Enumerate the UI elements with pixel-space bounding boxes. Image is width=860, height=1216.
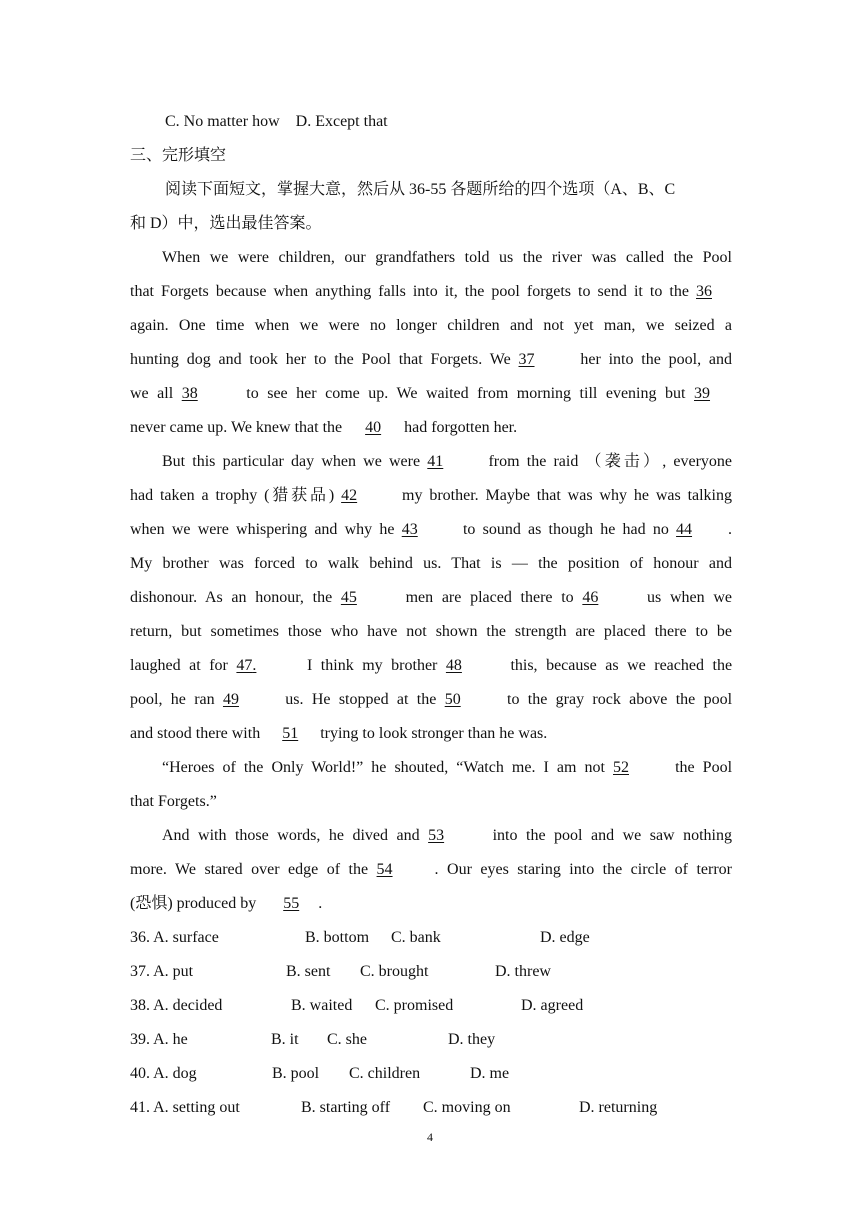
blank-45: 45 <box>340 589 357 606</box>
passage-line: and stood there with 51 trying to look stronger than he was. <box>130 725 548 742</box>
passage-line: more. We stared over edge of the 54 . Our eyes staring into the circle of terror <box>130 861 733 878</box>
passage-line: when we were whispering and why he 43 to sound as though he had no 44 . <box>130 521 733 538</box>
option-40-b: B. pool <box>272 1065 320 1082</box>
option-37-c: C. brought <box>360 963 429 980</box>
option-36-d: D. edge <box>540 929 590 946</box>
instruction-line: 和 D）中，选出最佳答案。 <box>130 215 322 232</box>
blank-52: 52 <box>613 759 629 776</box>
blank-44: 44 <box>676 521 693 538</box>
passage-line: again. One time when we were no longer children and not yet man, we seized a <box>130 317 732 334</box>
passage-line: (恐惧) produced by 55 . <box>130 895 323 912</box>
option-39-c: C. she <box>327 1031 367 1048</box>
blank-36: 36 <box>696 283 712 300</box>
passage-line: we all 38 to see her come up. We waited from morning till evening but 39 <box>130 384 732 404</box>
blank-55: 55 <box>283 895 300 912</box>
option-38-d: D. agreed <box>521 997 584 1014</box>
blank-49: 49 <box>222 691 239 708</box>
blank-42: 42 <box>341 487 358 504</box>
passage-line: hunting dog and took her to the Pool that Forgets. We 37 her into the pool, and <box>130 351 733 368</box>
passage-line: “Heroes of the Only World!” he shouted, “Watch me. I am not 52 the Pool <box>162 759 733 776</box>
option-37-d: D. threw <box>495 963 551 980</box>
blank-38: 38 <box>181 385 198 402</box>
blank-41: 41 <box>427 453 444 470</box>
passage-line: never came up. We knew that the 40 had forgotten her. <box>130 419 518 436</box>
blank-51: 51 <box>282 725 299 742</box>
blank-53: 53 <box>428 827 445 844</box>
passage-line: dishonour. As an honour, the 45 men are placed there to 46 us when we <box>130 589 732 606</box>
blank-39: 39 <box>694 385 711 402</box>
passage-line: When we were children, our grandfathers told us the river was called the Pool <box>162 249 732 266</box>
previous-options: C. No matter how D. Except that <box>165 113 388 130</box>
option-36-a: 36. A. surface <box>130 929 219 946</box>
blank-47: 47. <box>236 657 257 674</box>
blank-40: 40 <box>365 419 382 436</box>
passage-line: My brother was forced to walk behind us. That is — the position of honour and <box>130 555 732 572</box>
passage-line: pool, he ran 49 us. He stopped at the 50 to the gray rock above the pool <box>130 691 733 708</box>
option-37-b: B. sent <box>286 963 331 980</box>
option-40-d: D. me <box>470 1065 510 1082</box>
section-title: 三、完形填空 <box>130 147 227 164</box>
option-37-a: 37. A. put <box>130 963 194 980</box>
option-39-b: B. it <box>271 1031 299 1048</box>
option-36-c: C. bank <box>391 929 441 946</box>
passage-line: laughed at for 47. I think my brother 48 this, because as we reached the <box>130 657 733 674</box>
blank-46: 46 <box>582 589 599 606</box>
option-40-c: C. children <box>349 1065 421 1082</box>
option-40-a: 40. A. dog <box>130 1065 197 1082</box>
option-38-c: C. promised <box>375 997 454 1014</box>
option-38-a: 38. A. decided <box>130 997 223 1014</box>
option-41-b: B. starting off <box>301 1099 391 1116</box>
passage-line: that Forgets because when anything falls into it, the pool forgets to send it to the 36 <box>130 282 732 302</box>
passage-line: And with those words, he dived and 53 into the pool and we saw nothing <box>162 827 732 844</box>
passage-line: return, but sometimes those who have not shown the strength are placed there to be <box>130 623 732 640</box>
option-38-b: B. waited <box>291 997 353 1014</box>
blank-50: 50 <box>444 691 461 708</box>
blank-37: 37 <box>518 351 535 368</box>
passage-line: that Forgets.” <box>130 793 217 810</box>
page-number: 4 <box>427 1130 433 1144</box>
passage-line: had taken a trophy (猎获品) 42 my brother. Maybe that was why he was talking <box>130 487 733 504</box>
option-36-b: B. bottom <box>305 929 370 946</box>
option-41-a: 41. A. setting out <box>130 1099 240 1116</box>
blank-43: 43 <box>401 521 418 538</box>
instruction-line: 阅读下面短文，掌握大意，然后从 36-55 各题所给的四个选项（A、B、C <box>165 181 676 198</box>
option-39-d: D. they <box>448 1031 496 1048</box>
option-41-d: D. returning <box>579 1099 658 1116</box>
passage-line: But this particular day when we were 41 from the raid （袭击）, everyone <box>162 453 733 470</box>
blank-54: 54 <box>376 861 393 878</box>
blank-48: 48 <box>445 657 462 674</box>
option-39-a: 39. A. he <box>130 1031 188 1048</box>
option-41-c: C. moving on <box>423 1099 511 1116</box>
